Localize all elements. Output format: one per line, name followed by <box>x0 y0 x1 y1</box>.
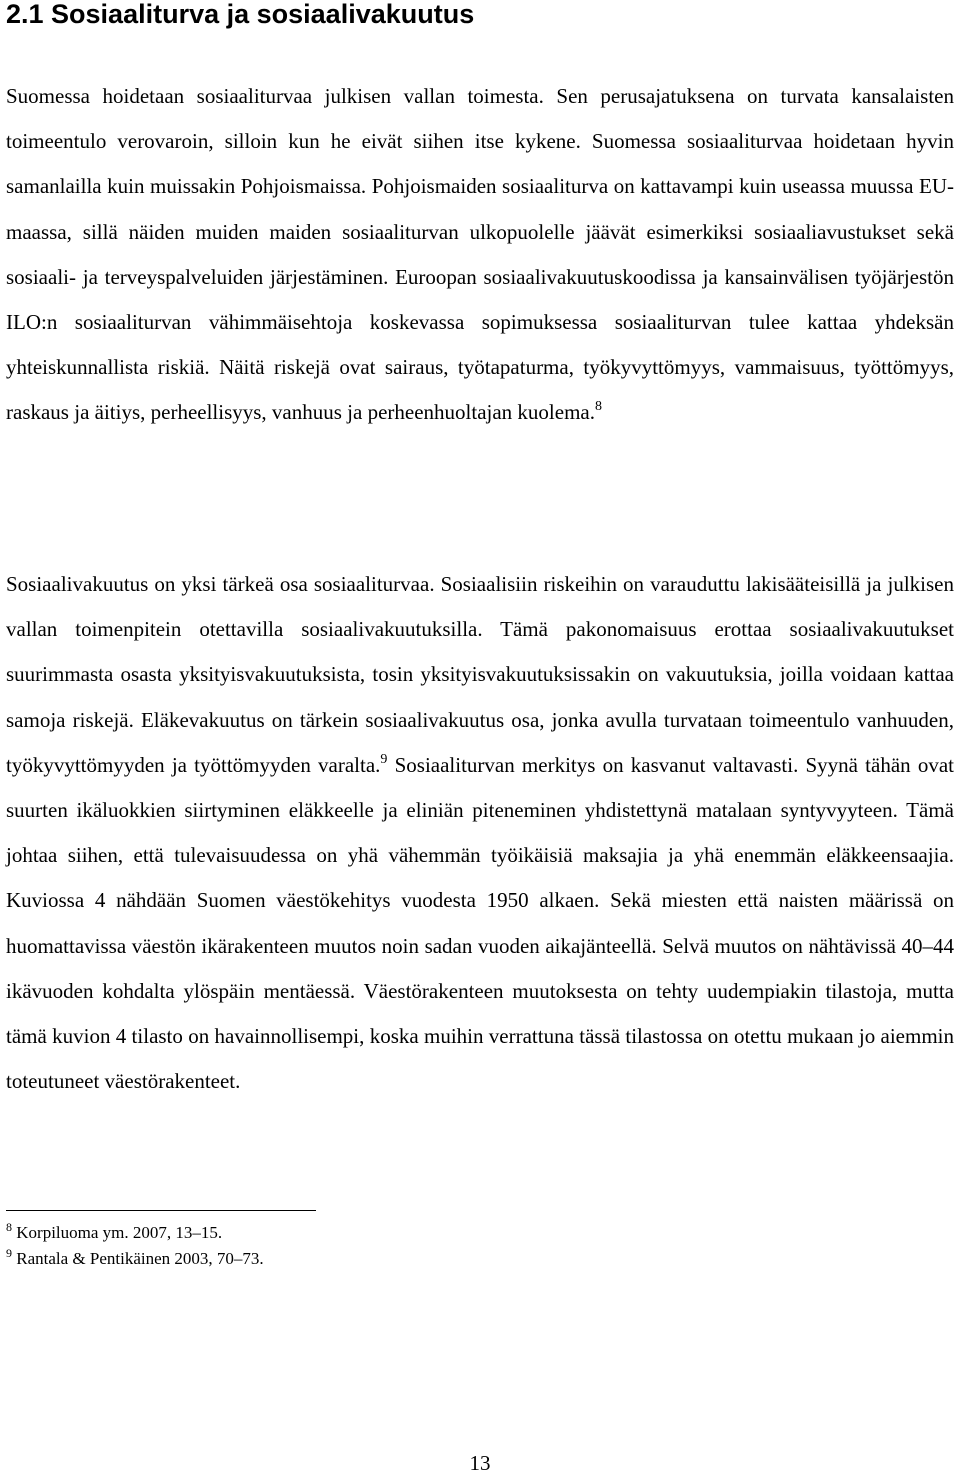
footnote-reference-9: 9 <box>380 751 388 767</box>
footnote-reference-8: 8 <box>595 399 602 415</box>
section-heading: 2.1 Sosiaaliturva ja sosiaalivakuutus <box>6 0 475 29</box>
footnote-number: 9 <box>6 1246 12 1260</box>
footnote-number: 8 <box>6 1220 12 1234</box>
paragraph-1-text: Suomessa hoidetaan sosiaaliturvaa julkisen vallan toimesta. Sen perusajatuksena on turvata kansalaisten toimeentulo verovaroin, silloin kun he eivät siihen itse kykene. Suomessa sosiaaliturvaa hoidetaan hyvin samanlailla kuin muissakin Pohjoismaissa. Pohjoismaiden sosiaaliturva on kattavampi kuin useassa muussa EU-maassa, sillä näiden muiden maiden sosiaaliturvan ulkopuolelle jäävät esimerkiksi sosiaaliavustukset sekä sosiaali- ja terveyspalveluiden järjestäminen. Euroopan sosiaalivakuutuskoodissa ja kansainvälisen työjärjestön ILO:n sosiaaliturvan vähimmäisehtoja koskevassa sopimuksessa sosiaaliturvan tulee kattaa yhdeksän yhteiskunnallista riskiä. Näitä riskejä ovat sairaus, työtapaturma, työkyvyttömyys, vammaisuus, työttömyys, raskaus ja äitiys, perheellisyys, vanhuus ja perheenhuoltajan kuolema. <box>6 84 954 425</box>
paragraph-social-security <box>6 74 954 436</box>
footnote-8 <box>6 1220 954 1246</box>
footnote-text: Korpiluoma ym. 2007, 13–15. <box>16 1223 223 1242</box>
footnote-text: Rantala & Pentikäinen 2003, 70–73. <box>16 1249 264 1268</box>
page-number: 13 <box>469 1451 491 1475</box>
footnotes <box>6 1220 954 1272</box>
footnote-9 <box>6 1246 954 1272</box>
footnote-separator <box>6 1210 316 1211</box>
paragraph-2-text-after-ref: Sosiaaliturvan merkitys on kasvanut valtavasti. Syynä tähän ovat suurten ikäluokkien siirtyminen eläkkeelle ja eliniän piteneminen yhdistettynä matalaan syntyvyyteen. Tämä johtaa siihen, että tulevaisuudessa on yhä vähemmän työikäisiä maksajia ja yhä enemmän eläkkeensaajia. Kuviossa 4 nähdään Suomen väestökehitys vuodesta 1950 alkaen. Sekä miesten että naisten määrissä on huomattavissa väestön ikärakenteen muutos noin sadan vuoden aikajänteellä. Selvä muutos on nähtävissä 40–44 ikävuoden kohdalta ylöspäin mentäessä. Väestörakenteen muutoksesta on tehty uudempiakin tilastoja, mutta tämä kuvion 4 tilasto on havainnollisempi, koska muihin verrattuna tässä tilastossa on otettu mukaan jo aiemmin toteutuneet väestörakenteet. <box>6 752 954 1094</box>
paragraph-social-insurance <box>6 562 954 1104</box>
paragraph-2-text-before-ref: Sosiaalivakuutus on yksi tärkeä osa sosiaaliturvaa. Sosiaalisiin riskeihin on varauduttu lakisääteisillä ja julkisen vallan toimenpitein otettavilla sosiaalivakuutuksilla. Tämä pakonomaisuus erottaa sosiaalivakuutukset suurimmasta osasta yksityisvakuutuksista, tosin yksityisvakuutuksissakin on vakuutuksia, joilla voidaan kattaa samoja riskejä. Eläkevakuutus on tärkein sosiaalivakuutus osa, jonka avulla turvataan toimeentulo vanhuuden, työkyvyttömyyden ja työttömyyden varalta. <box>6 572 954 777</box>
